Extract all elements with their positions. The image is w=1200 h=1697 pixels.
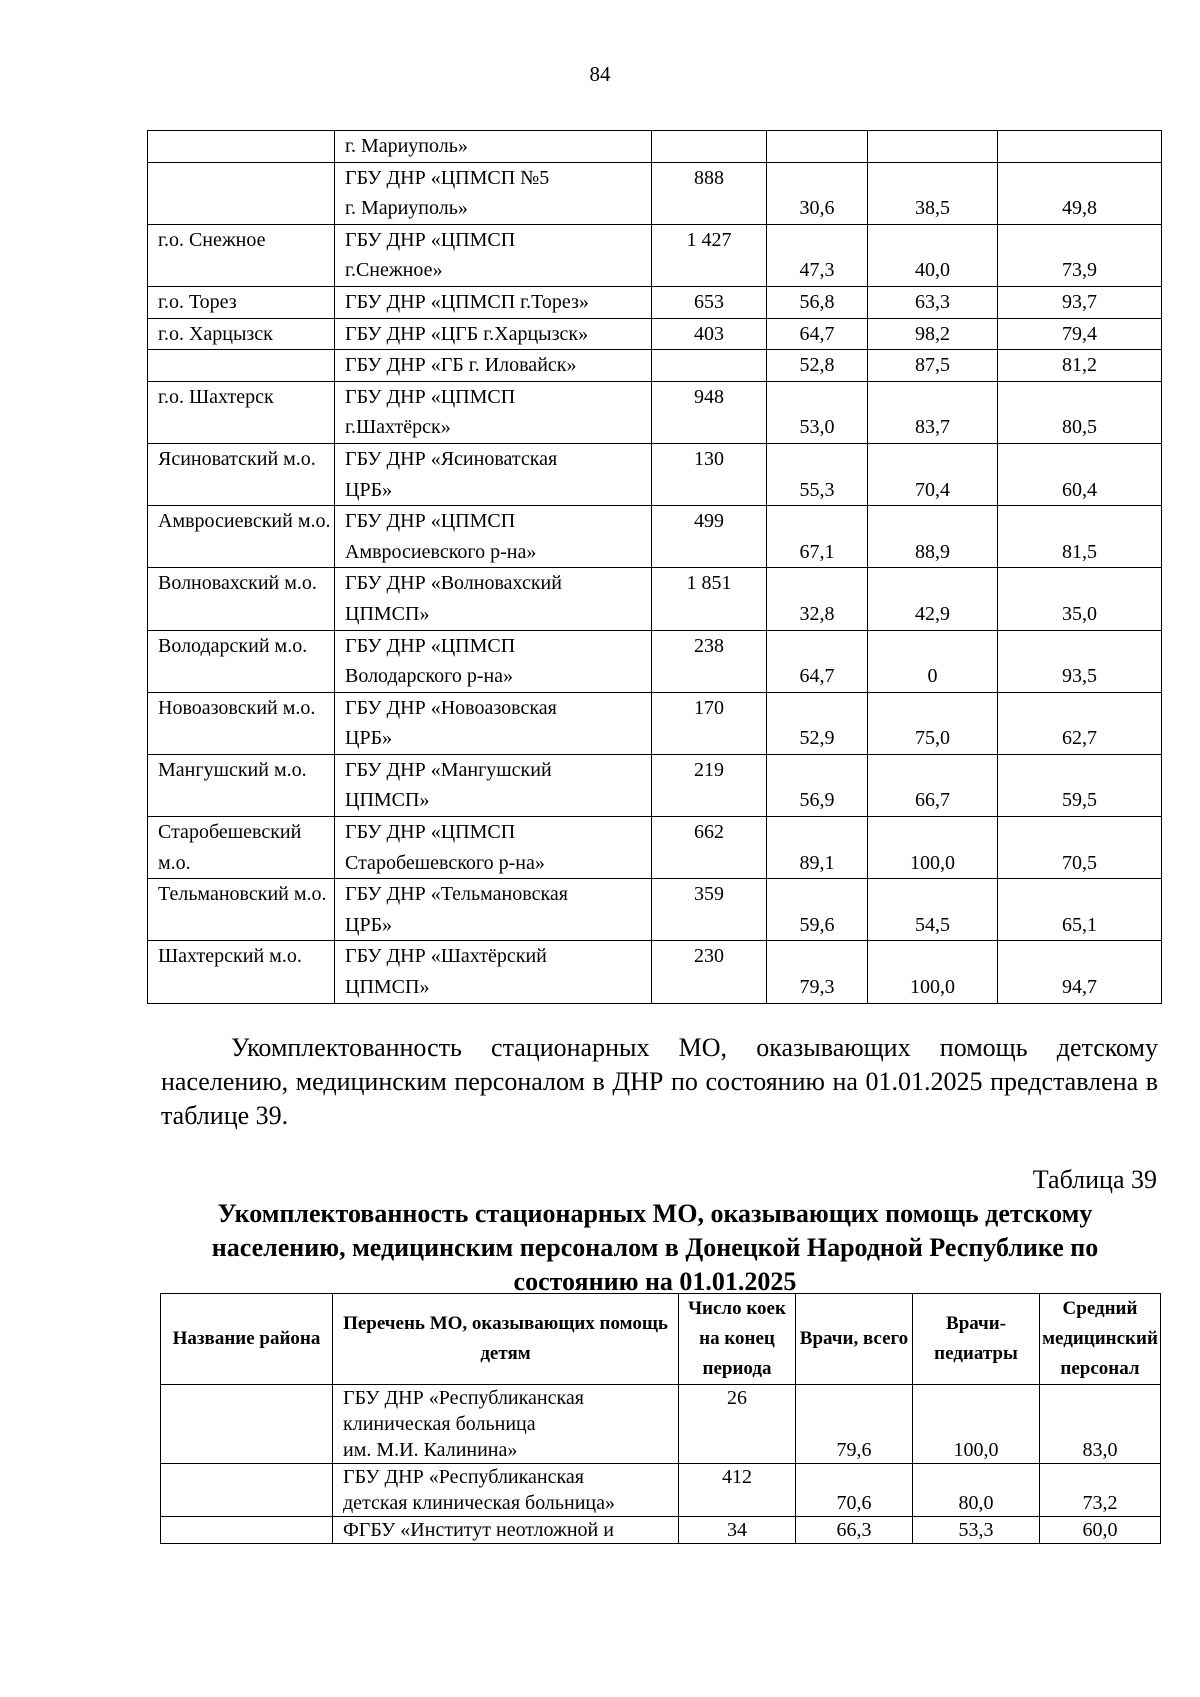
pediatricians-cell: 38,5: [868, 162, 998, 224]
table-row: [161, 1464, 1161, 1517]
district-cell: Володарский м.о.: [148, 630, 335, 692]
doctors-cell: 66,3: [796, 1517, 913, 1544]
table-row: [148, 568, 1162, 630]
mo-name-cell: ГБУ ДНР «ЦПМСП Амвросиевского р-на»: [335, 506, 652, 568]
pediatricians-cell: 88,9: [868, 506, 998, 568]
doctors-cell: 89,1: [767, 817, 868, 879]
table-row: [148, 162, 1162, 224]
table-row: [148, 692, 1162, 754]
district-cell: [148, 162, 335, 224]
doctors-cell: 52,9: [767, 692, 868, 754]
nurses-cell: 93,7: [998, 286, 1162, 318]
beds-cell: 948: [652, 381, 767, 443]
pediatricians-cell: [868, 131, 998, 163]
pediatricians-cell: 75,0: [868, 692, 998, 754]
nurses-cell: 83,0: [1040, 1385, 1161, 1464]
beds-cell: 130: [652, 443, 767, 505]
doctors-cell: 55,3: [767, 443, 868, 505]
body-paragraph: [161, 1031, 1158, 1133]
district-cell: [161, 1464, 333, 1517]
header-nurses: Средний медицинский персонал: [1040, 1294, 1161, 1385]
pediatricians-cell: 100,0: [868, 941, 998, 1003]
mo-name-cell: ГБУ ДНР «ЦПМСП г.Снежное»: [335, 224, 652, 286]
nurses-cell: 65,1: [998, 879, 1162, 941]
staffing-table-body: [148, 131, 1162, 1004]
pediatricians-cell: 63,3: [868, 286, 998, 318]
district-cell: Новоазовский м.о.: [148, 692, 335, 754]
beds-cell: 26: [679, 1385, 796, 1464]
beds-cell: 34: [679, 1517, 796, 1544]
table-row: [161, 1385, 1161, 1464]
mo-name-cell: ГБУ ДНР «Республиканская детская клиническая больница»: [333, 1464, 679, 1517]
district-cell: г.о. Снежное: [148, 224, 335, 286]
pediatricians-cell: 42,9: [868, 568, 998, 630]
doctors-cell: [767, 131, 868, 163]
table-39-body: [161, 1385, 1161, 1544]
district-cell: Ясиноватский м.о.: [148, 443, 335, 505]
pediatricians-cell: 100,0: [868, 817, 998, 879]
staffing-table-continued: [147, 130, 1162, 1004]
header-mo: Перечень МО, оказывающих помощь детям: [333, 1294, 679, 1385]
header-doctors: Врачи, всего: [796, 1294, 913, 1385]
district-cell: г.о. Шахтерск: [148, 381, 335, 443]
doctors-cell: 64,7: [767, 630, 868, 692]
nurses-cell: 35,0: [998, 568, 1162, 630]
doctors-cell: 56,8: [767, 286, 868, 318]
nurses-cell: 79,4: [998, 318, 1162, 350]
mo-name-cell: ФГБУ «Институт неотложной и: [333, 1517, 679, 1544]
pediatricians-cell: 54,5: [868, 879, 998, 941]
table-number: Таблица 39: [1032, 1165, 1157, 1194]
table-row: [148, 318, 1162, 350]
district-cell: [161, 1385, 333, 1464]
nurses-cell: 81,2: [998, 350, 1162, 382]
district-cell: Волновахский м.о.: [148, 568, 335, 630]
beds-cell: 662: [652, 817, 767, 879]
table-title: Укомплектованность стационарных МО, оказывающих помощь детскому населению, медицинским персоналом в Донецкой Народной Республике по состоянию на 01.01.2025: [211, 1199, 1099, 1296]
doctors-cell: 52,8: [767, 350, 868, 382]
beds-cell: 230: [652, 941, 767, 1003]
district-cell: Шахтерский м.о.: [148, 941, 335, 1003]
doctors-cell: 30,6: [767, 162, 868, 224]
beds-cell: [652, 350, 767, 382]
doctors-cell: 79,3: [767, 941, 868, 1003]
beds-cell: 238: [652, 630, 767, 692]
header-beds: Число коек на конец периода: [679, 1294, 796, 1385]
pediatricians-cell: 0: [868, 630, 998, 692]
doctors-cell: 64,7: [767, 318, 868, 350]
table-row: [148, 630, 1162, 692]
table-row: [148, 879, 1162, 941]
district-cell: г.о. Торез: [148, 286, 335, 318]
table-row: [148, 350, 1162, 382]
table-row: [148, 381, 1162, 443]
doctors-cell: 32,8: [767, 568, 868, 630]
beds-cell: 359: [652, 879, 767, 941]
mo-name-cell: ГБУ ДНР «ЦГБ г.Харцызск»: [335, 318, 652, 350]
pediatricians-cell: 80,0: [913, 1464, 1040, 1517]
doctors-cell: 67,1: [767, 506, 868, 568]
pediatricians-cell: 87,5: [868, 350, 998, 382]
mo-name-cell: ГБУ ДНР «Шахтёрский ЦПМСП»: [335, 941, 652, 1003]
nurses-cell: 62,7: [998, 692, 1162, 754]
nurses-cell: 93,5: [998, 630, 1162, 692]
pediatricians-cell: 70,4: [868, 443, 998, 505]
beds-cell: 219: [652, 754, 767, 816]
mo-name-cell: ГБУ ДНР «Республиканская клиническая больница им. М.И. Калинина»: [333, 1385, 679, 1464]
nurses-cell: 70,5: [998, 817, 1162, 879]
nurses-cell: 60,0: [1040, 1517, 1161, 1544]
doctors-cell: 53,0: [767, 381, 868, 443]
table-39: [160, 1293, 1161, 1544]
table-row: [148, 443, 1162, 505]
beds-cell: 170: [652, 692, 767, 754]
district-cell: г.о. Харцызск: [148, 318, 335, 350]
page-number: 84: [589, 62, 611, 86]
nurses-cell: 49,8: [998, 162, 1162, 224]
table-39-header-row: [161, 1294, 1161, 1385]
nurses-cell: 81,5: [998, 506, 1162, 568]
district-cell: Амвросиевский м.о.: [148, 506, 335, 568]
nurses-cell: 59,5: [998, 754, 1162, 816]
pediatricians-cell: 40,0: [868, 224, 998, 286]
mo-name-cell: ГБУ ДНР «ГБ г. Иловайск»: [335, 350, 652, 382]
header-pediatricians: Врачи-педиатры: [913, 1294, 1040, 1385]
beds-cell: 412: [679, 1464, 796, 1517]
mo-name-cell: ГБУ ДНР «Тельмановская ЦРБ»: [335, 879, 652, 941]
mo-name-cell: ГБУ ДНР «Мангушский ЦПМСП»: [335, 754, 652, 816]
header-district: Название района: [161, 1294, 333, 1385]
paragraph-text: Укомплектованность стационарных МО, оказывающих помощь детскому населению, медицинским персоналом в ДНР по состоянию на 01.01.2025 представлена в таблице 39.: [161, 1033, 1158, 1130]
pediatricians-cell: 100,0: [913, 1385, 1040, 1464]
pediatricians-cell: 83,7: [868, 381, 998, 443]
table-row: [161, 1517, 1161, 1544]
district-cell: Старобешевский м.о.: [148, 817, 335, 879]
doctors-cell: 79,6: [796, 1385, 913, 1464]
table-row: [148, 224, 1162, 286]
mo-name-cell: ГБУ ДНР «Ясиноватская ЦРБ»: [335, 443, 652, 505]
table-row: [148, 941, 1162, 1003]
table-row: [148, 286, 1162, 318]
pediatricians-cell: 66,7: [868, 754, 998, 816]
doctors-cell: 47,3: [767, 224, 868, 286]
mo-name-cell: ГБУ ДНР «ЦПМСП Володарского р-на»: [335, 630, 652, 692]
mo-name-cell: ГБУ ДНР «Волновахский ЦПМСП»: [335, 568, 652, 630]
mo-name-cell: ГБУ ДНР «Новоазовская ЦРБ»: [335, 692, 652, 754]
beds-cell: 653: [652, 286, 767, 318]
doctors-cell: 70,6: [796, 1464, 913, 1517]
beds-cell: 1 427: [652, 224, 767, 286]
beds-cell: 1 851: [652, 568, 767, 630]
pediatricians-cell: 98,2: [868, 318, 998, 350]
mo-name-cell: ГБУ ДНР «ЦПМСП №5 г. Мариуполь»: [335, 162, 652, 224]
doctors-cell: 59,6: [767, 879, 868, 941]
doctors-cell: 56,9: [767, 754, 868, 816]
nurses-cell: [998, 131, 1162, 163]
district-cell: [161, 1517, 333, 1544]
district-cell: Мангушский м.о.: [148, 754, 335, 816]
pediatricians-cell: 53,3: [913, 1517, 1040, 1544]
nurses-cell: 80,5: [998, 381, 1162, 443]
beds-cell: 403: [652, 318, 767, 350]
district-cell: [148, 131, 335, 163]
beds-cell: [652, 131, 767, 163]
table-row: [148, 131, 1162, 163]
mo-name-cell: ГБУ ДНР «ЦПМСП г.Торез»: [335, 286, 652, 318]
nurses-cell: 73,9: [998, 224, 1162, 286]
mo-name-cell: г. Мариуполь»: [335, 131, 652, 163]
mo-name-cell: ГБУ ДНР «ЦПМСП г.Шахтёрск»: [335, 381, 652, 443]
beds-cell: 499: [652, 506, 767, 568]
beds-cell: 888: [652, 162, 767, 224]
table-row: [148, 506, 1162, 568]
nurses-cell: 60,4: [998, 443, 1162, 505]
table-row: [148, 754, 1162, 816]
district-cell: [148, 350, 335, 382]
mo-name-cell: ГБУ ДНР «ЦПМСП Старобешевского р-на»: [335, 817, 652, 879]
nurses-cell: 73,2: [1040, 1464, 1161, 1517]
nurses-cell: 94,7: [998, 941, 1162, 1003]
table-row: [148, 817, 1162, 879]
district-cell: Тельмановский м.о.: [148, 879, 335, 941]
